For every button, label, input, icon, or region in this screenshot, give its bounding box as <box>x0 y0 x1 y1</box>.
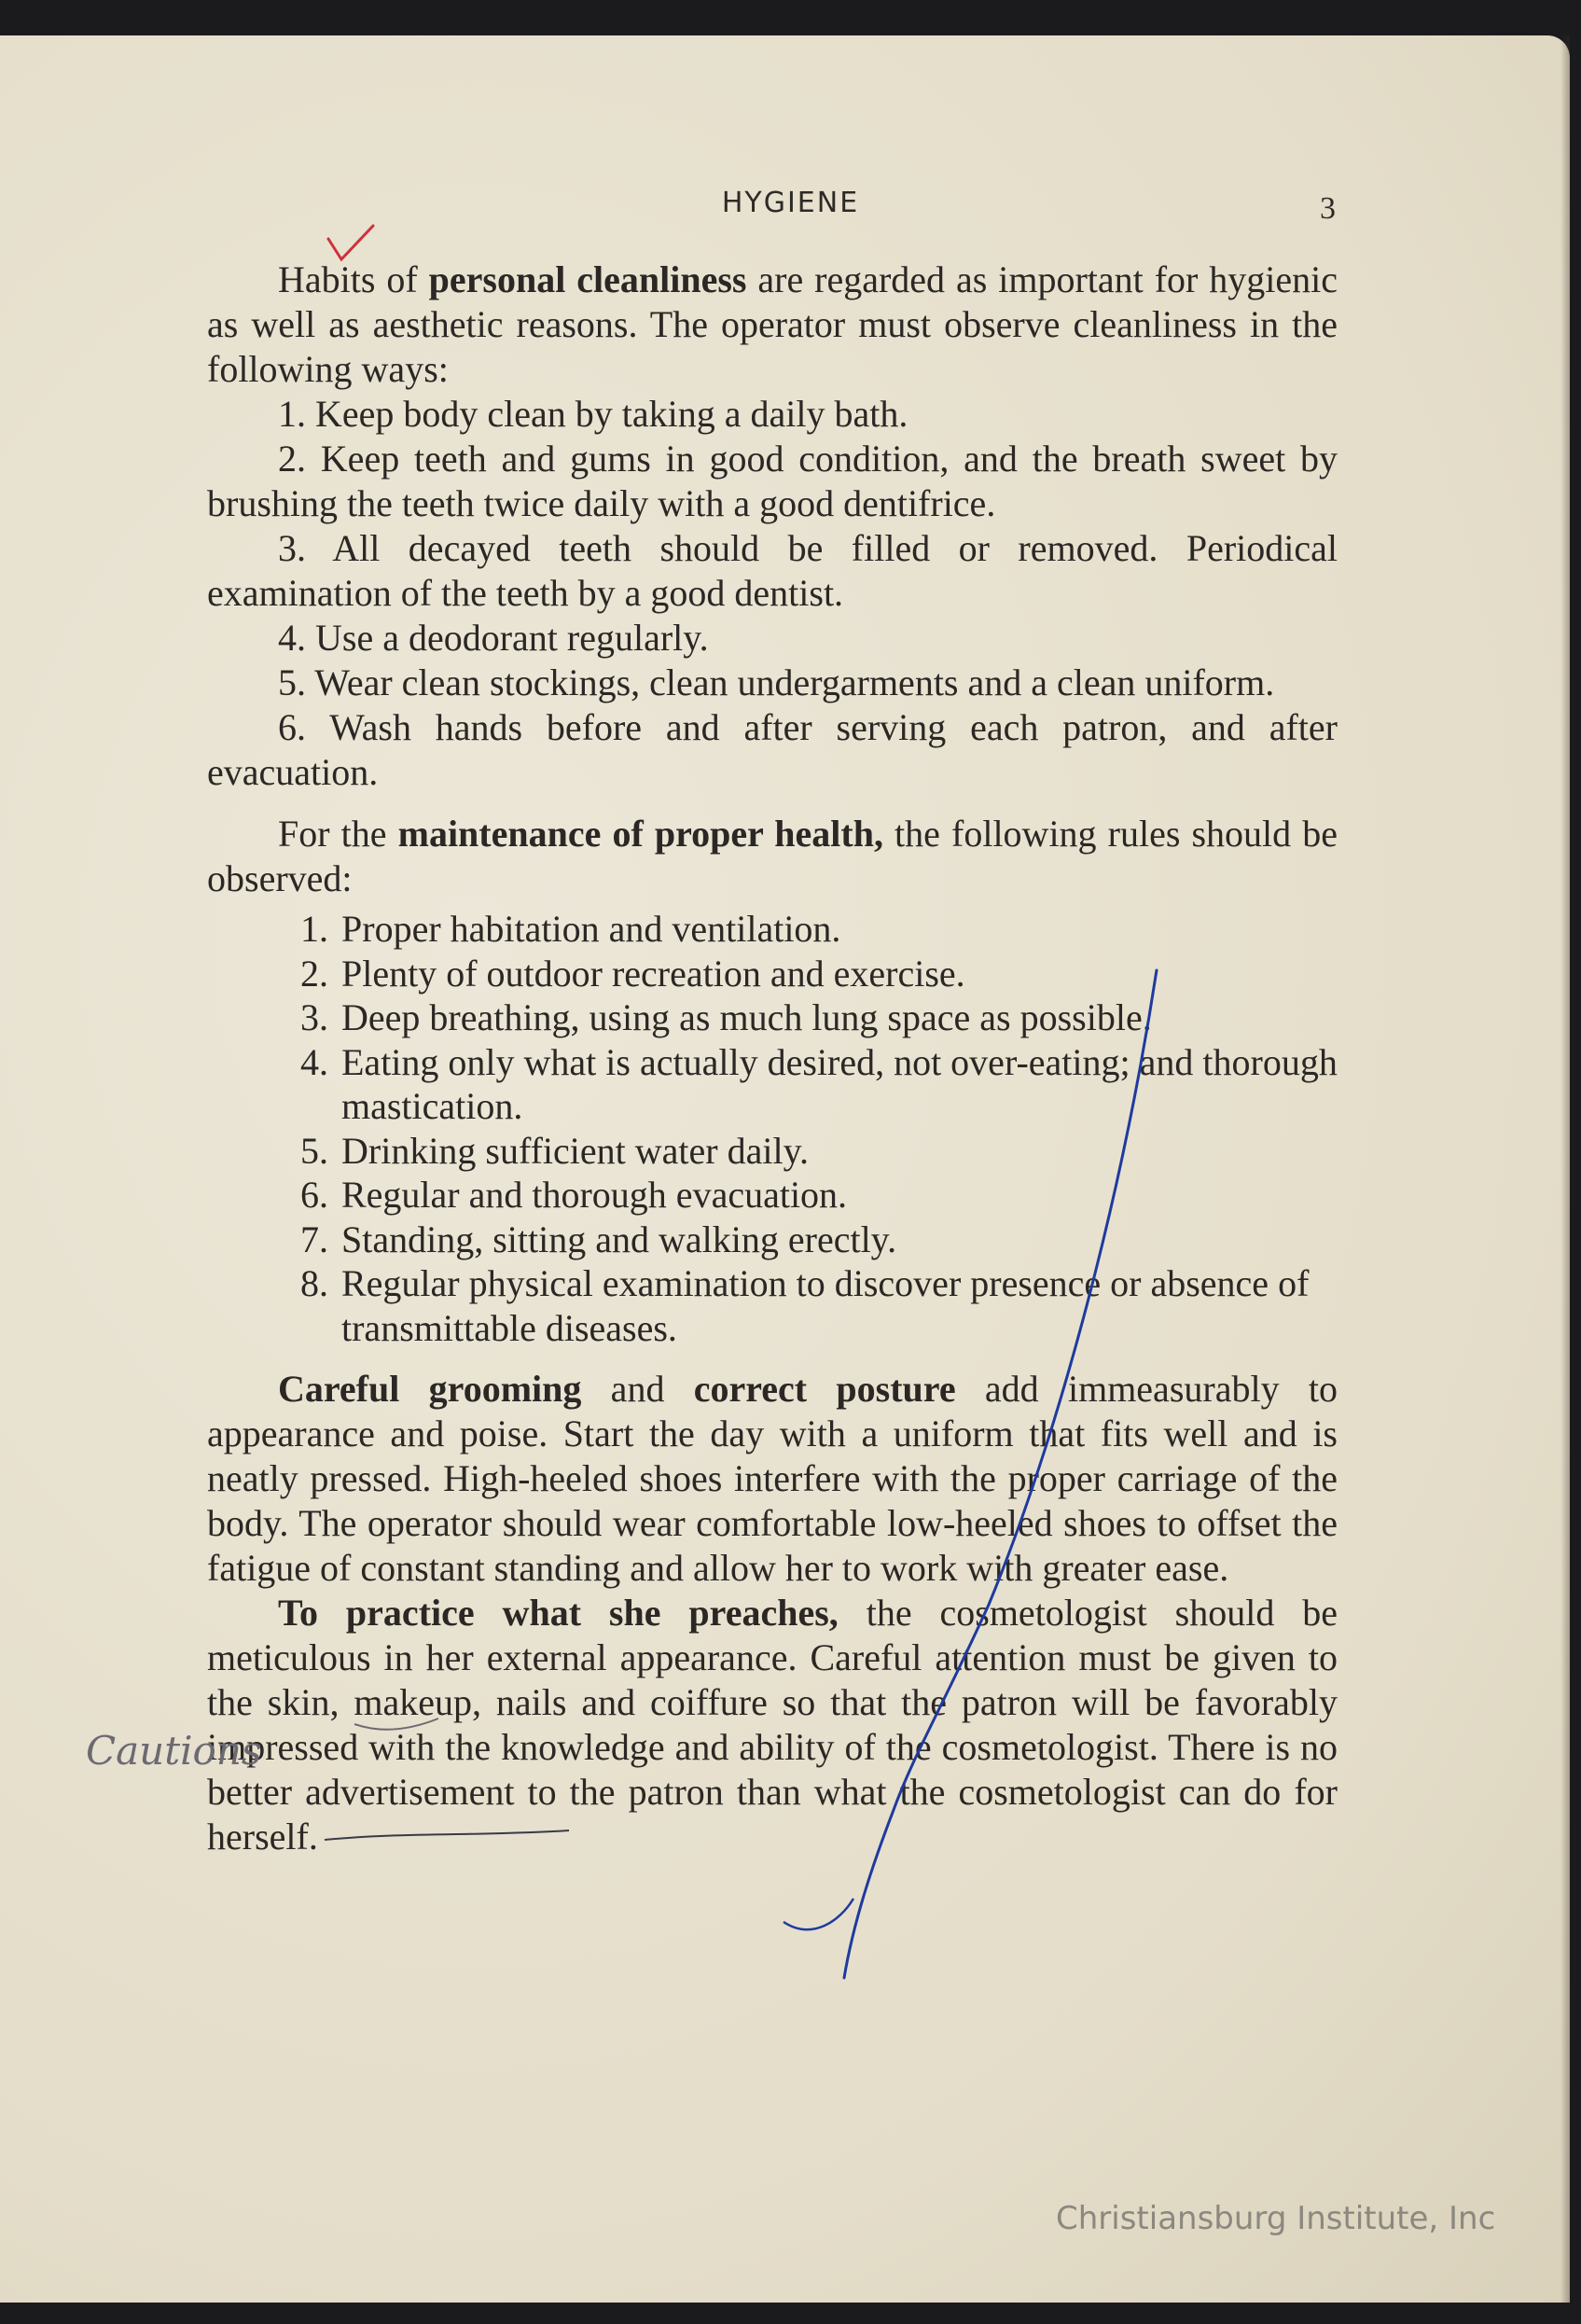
cleanliness-item: 1. Keep body clean by taking a daily bath. <box>278 393 908 435</box>
running-head: HYGIENE <box>721 187 860 219</box>
cleanliness-item: 4. Use a deodorant regularly. <box>278 617 709 659</box>
list-item: 7. Standing, sitting and walking erectly. <box>300 1218 897 1260</box>
term-practice-what-she-preaches: To practice what she preaches, <box>278 1592 839 1634</box>
list-item: 4. Eating only what is actually desired, not over-eating; and thorough mastication. <box>300 1040 1338 1127</box>
cleanliness-item: 3. All decayed teeth should be filled or removed. Periodical examination of the teeth by a good dentist. <box>207 527 1338 614</box>
list-item: 8. Regular physical examination to discover presence or absence of transmittable diseases. <box>300 1262 1310 1349</box>
list-item: 5. Drinking sufficient water daily. <box>300 1129 809 1172</box>
paragraph-health-intro: For the maintenance of proper health, the following rules should be observed: <box>207 813 1338 899</box>
list-item: 1. Proper habitation and ventilation. <box>300 908 841 950</box>
page-body <box>207 257 1338 1859</box>
term-careful-grooming: Careful grooming <box>278 1368 582 1410</box>
list-item: 3. Deep breathing, using as much lung space as possible. <box>300 996 1152 1038</box>
page-edge-shadow <box>1560 35 1570 2303</box>
paragraph-cleanliness-intro: Habits of personal cleanliness are regarded as important for hygienic as well as aesthetic reasons. The operator must observe cleanliness in the following ways: <box>207 258 1338 390</box>
watermark: Christiansburg Institute, Inc <box>1056 2200 1496 2237</box>
term-maintenance-of-health: maintenance of proper health, <box>397 813 883 855</box>
paragraph-grooming: Careful grooming and correct posture add immeasurably to appearance and poise. Start the day with a uniform that fits well and is neatly pressed. High-heeled shoes interfere with the proper carriage of the body. The operator should wear comfortable low-heeled shoes to offset the fatigue of constant standing and allow her to work with greater ease. <box>207 1368 1338 1589</box>
cleanliness-item: 5. Wear clean stockings, clean undergarments and a clean uniform. <box>278 661 1275 703</box>
paragraph-practice: To practice what she preaches, the cosmetologist should be meticulous in her external appearance. Careful attention must be given to the skin, makeup, nails and coiffure so that the patron will be favorably impressed with the knowledge and ability of the cosmetologist. There is no better advertisement to the patron than what the cosmetologist can do for herself. <box>207 1592 1338 1858</box>
cleanliness-item: 6. Wash hands before and after serving each patron, and after evacuation. <box>207 706 1338 793</box>
term-personal-cleanliness: personal cleanliness <box>428 258 747 300</box>
page-number: 3 <box>1320 191 1336 226</box>
term-correct-posture: correct posture <box>693 1368 956 1410</box>
list-item: 6. Regular and thorough evacuation. <box>300 1174 848 1216</box>
list-item: 2. Plenty of outdoor recreation and exercise. <box>300 952 965 995</box>
handwritten-note: Cautions <box>86 1728 262 1774</box>
cleanliness-item: 2. Keep teeth and gums in good condition, and the breath sweet by brushing the teeth twice daily with a good dentifrice. <box>207 438 1338 524</box>
health-rules-list <box>207 907 1338 1350</box>
